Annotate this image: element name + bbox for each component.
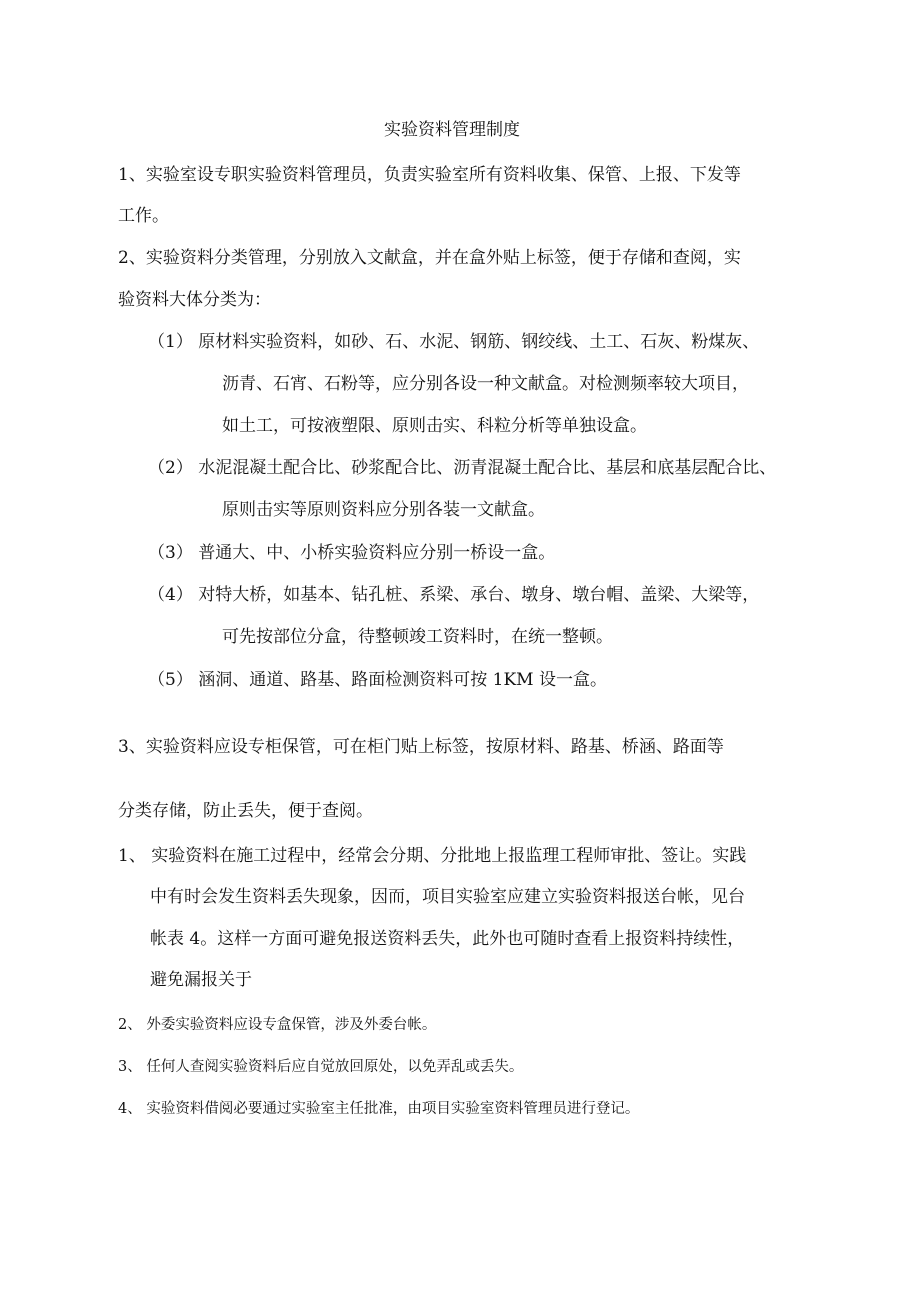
list-item-line: 如土工，可按液塑限、原则击实、科粒分析等单独设盒。 xyxy=(222,416,647,436)
list-item-line: 可先按部位分盒，待整顿竣工资料时，在统一整顿。 xyxy=(222,627,613,647)
paragraph-line: 分类存储，防止丢失，便于查阅。 xyxy=(118,801,373,821)
paragraph-line: 2、 外委实验资料应设专盒保管，涉及外委台帐。 xyxy=(118,1017,437,1033)
paragraph-line: 3、实验资料应设专柜保管，可在柜门贴上标签，按原材料、路基、桥涵、路面等 xyxy=(118,737,724,757)
list-item-line: （1） 原材料实验资料，如砂、石、水泥、钢筋、钢绞线、土工、石灰、粉煤灰、 xyxy=(148,332,760,352)
list-item-line: （2） 水泥混凝土配合比、砂浆配合比、沥青混凝土配合比、基层和底基层配合比、 xyxy=(148,458,777,478)
paragraph-line: 3、 任何人查阅实验资料后应自觉放回原处，以免弄乱或丢失。 xyxy=(118,1059,524,1075)
list-item-line: （3） 普通大、中、小桥实验资料应分别一桥设一盒。 xyxy=(148,543,556,563)
list-item-line: 沥青、石宵、石粉等，应分别各设一种文献盒。对检测频率较大项目， xyxy=(222,374,749,394)
paragraph-line: 4、 实验资料借阅必要通过实验室主任批准，由项目实验室资料管理员进行登记。 xyxy=(118,1101,640,1117)
list-item-line: （4） 对特大桥，如基本、钻孔桩、系梁、承台、墩身、墩台帽、盖梁、大梁等， xyxy=(148,585,760,605)
paragraph-line: 工作。 xyxy=(118,206,169,226)
list-item-line: 原则击实等原则资料应分别各装一文献盒。 xyxy=(222,500,545,520)
paragraph-line: 帐表 4。这样一方面可避免报送资料丢失，此外也可随时查看上报资料持续性， xyxy=(150,929,745,949)
paragraph-line: 2、实验资料分类管理，分别放入文献盒，并在盒外贴上标签，便于存储和查阅，实 xyxy=(118,248,741,268)
paragraph-line: 避免漏报关于 xyxy=(150,970,252,990)
paragraph-line: 1、实验室设专职实验资料管理员，负责实验室所有资料收集、保管、上报、下发等 xyxy=(118,165,741,185)
list-item-line: （5） 涵洞、通道、路基、路面检测资料可按 1KM 设一盒。 xyxy=(148,670,607,690)
paragraph-line: 1、 实验资料在施工过程中，经常会分期、分批地上报监理工程师审批、签让。实践 xyxy=(118,846,747,866)
paragraph-line: 验资料大体分类为： xyxy=(118,290,271,310)
page-title: 实验资料管理制度 xyxy=(384,120,520,140)
paragraph-line: 中有时会发生资料丢失现象，因而，项目实验室应建立实验资料报送台帐，见台 xyxy=(150,887,745,907)
